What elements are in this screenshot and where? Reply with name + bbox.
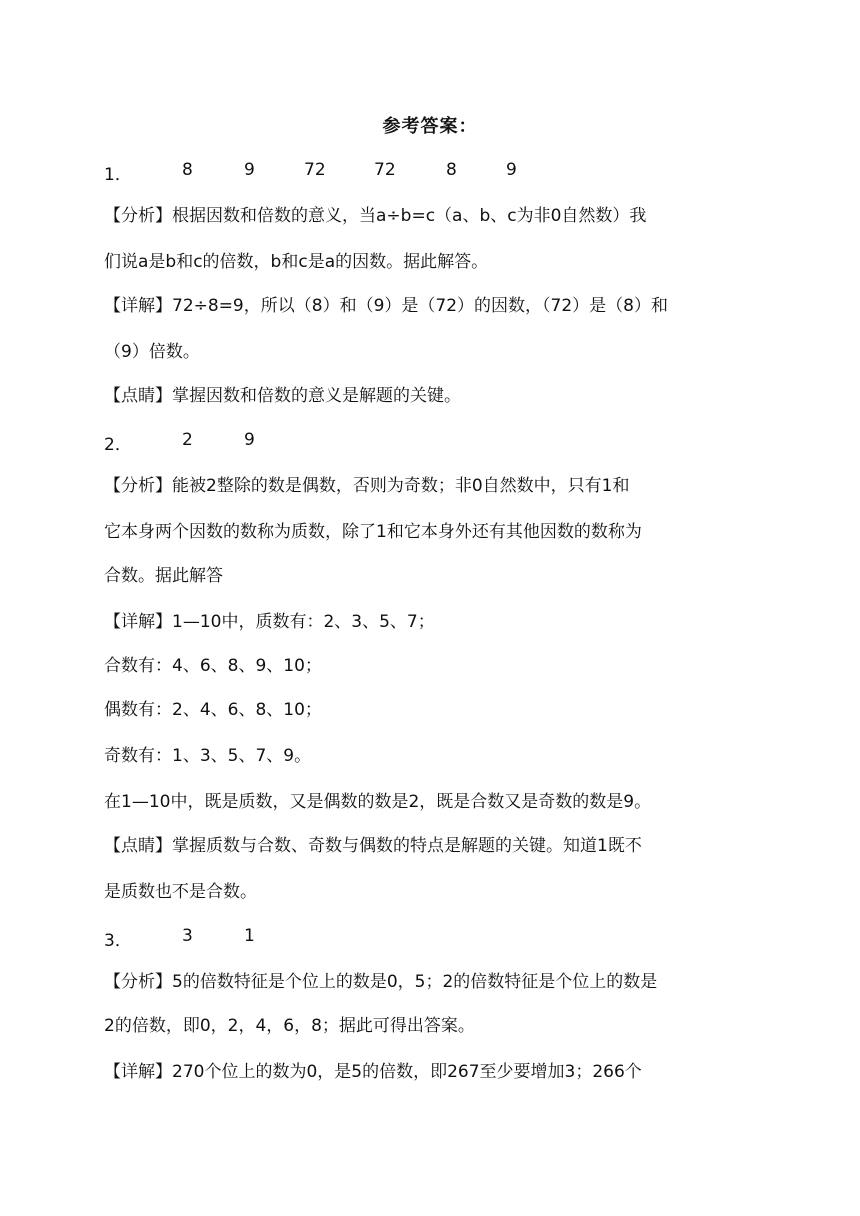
- q2-detail-line-3: 偶数有：2、4、6、8、10；: [104, 700, 322, 720]
- q1-analysis-line-2: 们说a是b和c的倍数，b和c是a的因数。据此解答。: [104, 252, 489, 272]
- q2-analysis-line-1: 【分析】能被2整除的数是偶数，否则为奇数；非0自然数中，只有1和: [104, 476, 630, 496]
- question-1-number: 1．: [104, 165, 132, 185]
- q2-answer-2: 9: [244, 430, 255, 450]
- q3-answer-1: 3: [182, 926, 193, 946]
- q2-point-line-1: 【点睛】掌握质数与合数、奇数与偶数的特点是解题的关键。知道1既不: [104, 836, 642, 856]
- q1-detail-line-1: 【详解】72÷8=9，所以（8）和（9）是（72）的因数，（72）是（8）和: [104, 296, 668, 316]
- q3-analysis-line-2: 2的倍数，即0，2，4，6，8；据此可得出答案。: [104, 1016, 475, 1036]
- question-2-number: 2．: [104, 435, 132, 455]
- q2-analysis-line-2: 它本身两个因数的数称为质数，除了1和它本身外还有其他因数的数称为: [104, 522, 642, 542]
- q1-analysis-line-1: 【分析】根据因数和倍数的意义，当a÷b=c（a、b、c为非0自然数）我: [104, 206, 647, 226]
- q3-analysis-line-1: 【分析】5的倍数特征是个位上的数是0，5；2的倍数特征是个位上的数是: [104, 972, 658, 992]
- q2-answer-1: 2: [182, 430, 193, 450]
- page-title: 参考答案：: [382, 116, 478, 137]
- q1-point-line-1: 【点睛】掌握因数和倍数的意义是解题的关键。: [104, 386, 461, 406]
- q1-answer-2: 9: [244, 160, 255, 180]
- q1-answer-6: 9: [506, 160, 517, 180]
- q3-answer-2: 1: [244, 926, 255, 946]
- q2-detail-line-4: 奇数有：1、3、5、7、9。: [104, 746, 312, 766]
- q2-point-line-2: 是质数也不是合数。: [104, 882, 257, 902]
- q1-answer-1: 8: [182, 160, 193, 180]
- q2-detail-line-5: 在1—10中，既是质数，又是偶数的数是2，既是合数又是奇数的数是9。: [104, 792, 652, 812]
- q2-detail-line-2: 合数有：4、6、8、9、10；: [104, 656, 322, 676]
- q1-answer-5: 8: [446, 160, 457, 180]
- q3-detail-line-1: 【详解】270个位上的数为0，是5的倍数，即267至少要增加3；266个: [104, 1062, 642, 1082]
- question-3-number: 3．: [104, 931, 132, 951]
- q1-answer-3: 72: [304, 160, 326, 180]
- q1-answer-4: 72: [374, 160, 396, 180]
- q1-detail-line-2: （9）倍数。: [104, 342, 200, 362]
- q2-analysis-line-3: 合数。据此解答: [104, 566, 223, 586]
- q2-detail-line-1: 【详解】1—10中，质数有：2、3、5、7；: [104, 612, 435, 632]
